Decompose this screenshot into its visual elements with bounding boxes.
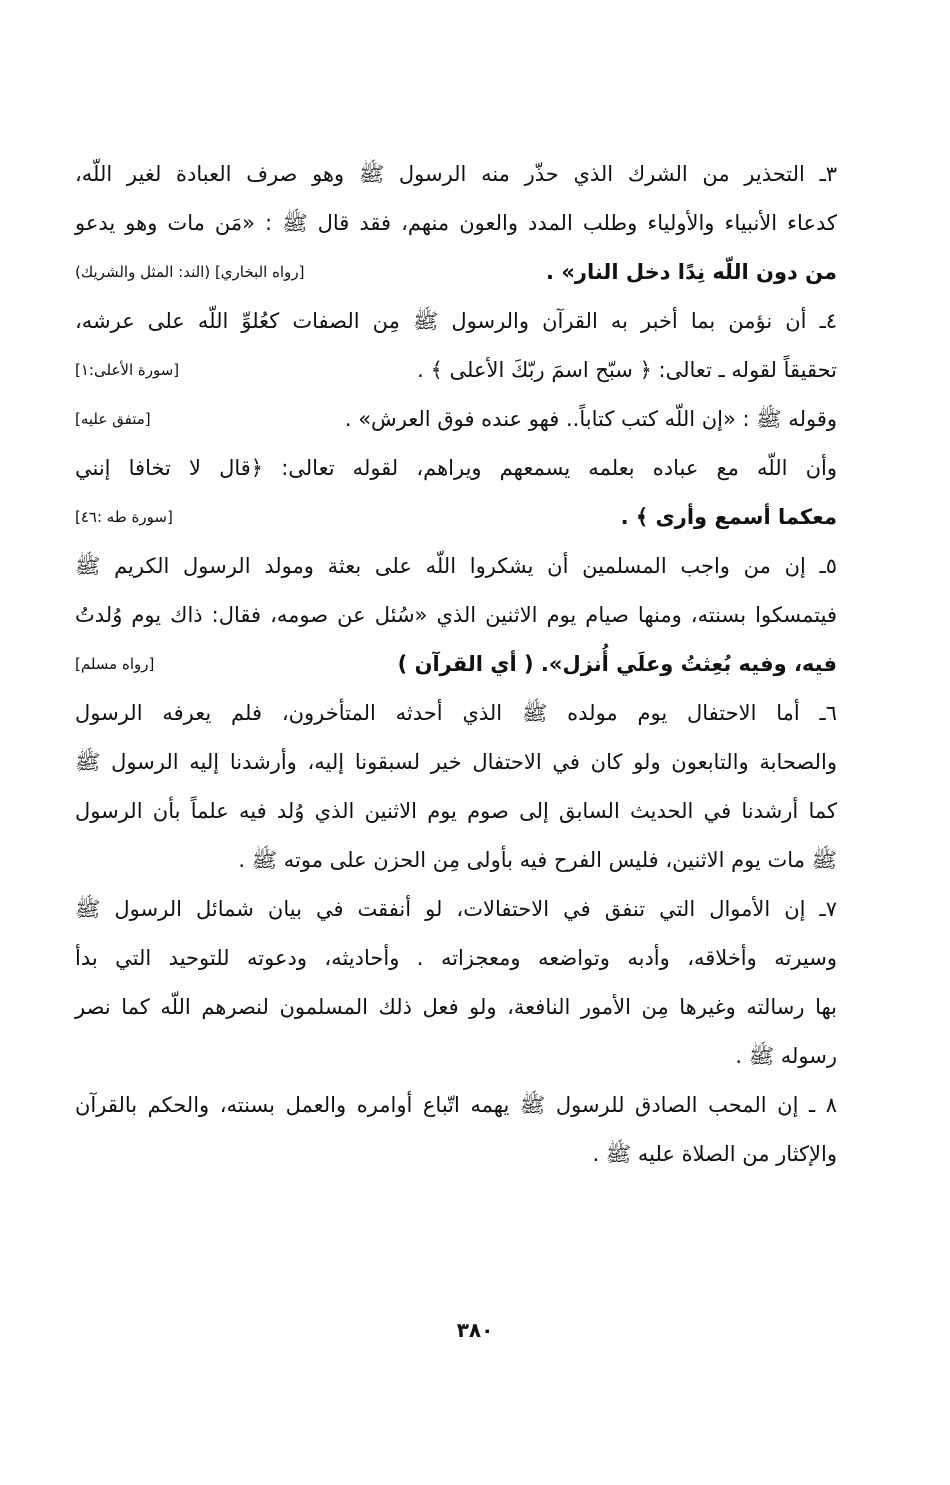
- text-line: من دون اللّه نِدًا دخل النار» . [رواه البخاري] (الند: المثل والشريك): [75, 248, 837, 297]
- text-line: تحقيقاً لقوله ـ تعالى: ﴿ سبّح اسمَ ربّكَ الأعلى ﴾ . [سورة الأعلى:١]: [75, 346, 837, 395]
- text-line: والإكثار من الصلاة عليه ﷺ .: [592, 1142, 837, 1166]
- citation: [سورة الأعلى:١]: [75, 361, 180, 379]
- text-line: بها رسالته وغيرها مِن الأمور النافعة، ولو فعل ذلك المسلمون لنصرهم اللّه كما نصر: [75, 995, 837, 1019]
- citation: [رواه مسلم]: [75, 655, 155, 673]
- text-line: فيتمسكوا بسنته، ومنها صيام يوم الاثنين الذي «سُئل عن صومه، فقال: ذاك يوم وُلدتُ: [75, 603, 837, 627]
- text-line: وسيرته وأخلاقه، وأدبه وتواضعه ومعجزاته . وأحاديثه، ودعوته للتوحيد التي بدأ: [75, 946, 837, 970]
- text-line: ٥ـ إن من واجب المسلمين أن يشكروا اللّه على بعثة ومولد الرسول الكريم ﷺ: [75, 554, 837, 578]
- text-line: ٨ ـ إن المحب الصادق للرسول ﷺ يهمه اتّباع أوامره والعمل بسنته، والحكم بالقرآن: [75, 1093, 837, 1117]
- text-line: ٧ـ إن الأموال التي تنفق في الاحتفالات، لو أنفقت في بيان شمائل الرسول ﷺ: [75, 897, 837, 921]
- page-body: [75, 150, 837, 1179]
- citation: [رواه البخاري] (الند: المثل والشريك): [75, 263, 305, 281]
- citation: [سورة طه :٤٦]: [75, 508, 173, 526]
- text-line: وأن اللّه مع عباده بعلمه يسمعهم ويراهم، لقوله تعالى: ﴿قال لا تخافا إنني: [75, 456, 837, 480]
- text-line: معكما أسمع وأرى ﴾ . [سورة طه :٤٦]: [75, 493, 837, 542]
- text-line: رسوله ﷺ .: [735, 1044, 837, 1068]
- text-line: ٣ـ التحذير من الشرك الذي حذّر منه الرسول ﷺ وهو صرف العبادة لغير اللّه،: [75, 162, 837, 186]
- text-line: ٦ـ أما الاحتفال يوم مولده ﷺ الذي أحدثه المتأخرون، فلم يعرفه الرسول: [75, 701, 837, 725]
- text-line: فيه، وفيه بُعِثتُ وعلَي أُنزل». ( أي القرآن ) [رواه مسلم]: [75, 640, 837, 689]
- text-line: وقوله ﷺ : «إن اللّه كتب كتاباً.. فهو عنده فوق العرش» . [متفق عليه]: [75, 395, 837, 444]
- text-line: كما أرشدنا في الحديث السابق إلى صوم يوم الاثنين الذي وُلد فيه علماً بأن الرسول: [75, 799, 837, 823]
- page-number: ٣٨٠: [456, 1318, 494, 1342]
- text-line: ٤ـ أن نؤمن بما أخبر به القرآن والرسول ﷺ مِن الصفات كعُلوِّ اللّه على عرشه،: [75, 309, 837, 333]
- text-line: والصحابة والتابعون ولو كان في الاحتفال خير لسبقونا إليه، وأرشدنا إليه الرسول ﷺ: [75, 750, 837, 774]
- citation: [متفق عليه]: [75, 410, 151, 428]
- text-line: كدعاء الأنبياء والأولياء وطلب المدد والعون منهم، فقد قال ﷺ : «مَن مات وهو يدعو: [75, 211, 837, 235]
- text-line: ﷺ مات يوم الاثنين، فليس الفرح فيه بأولى مِن الحزن على موته ﷺ .: [238, 848, 837, 872]
